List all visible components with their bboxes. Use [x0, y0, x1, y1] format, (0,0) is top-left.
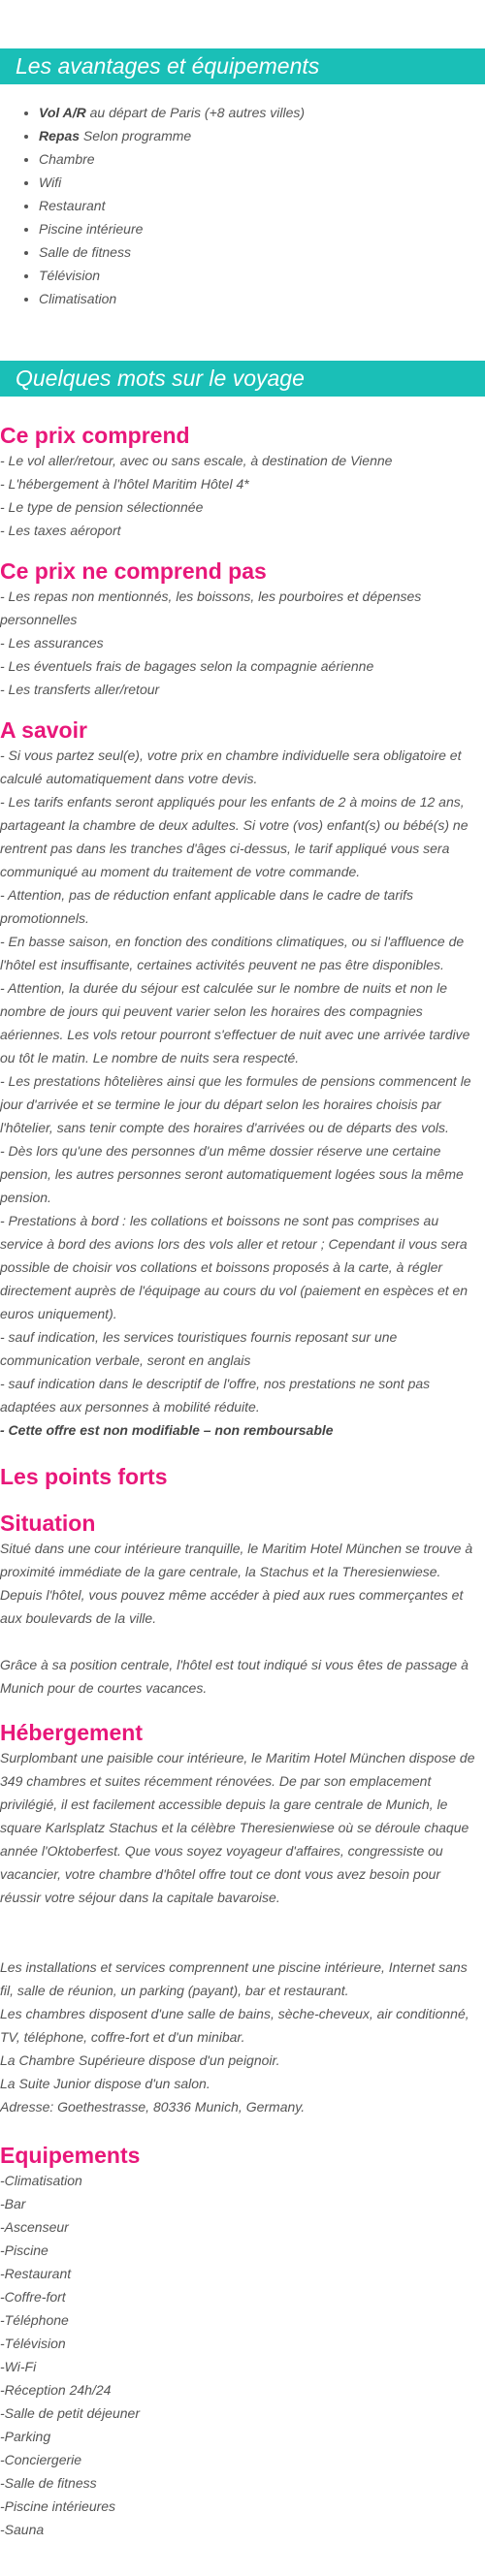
hebergement-para-1: Surplombant une paisible cour intérieure, le Maritim Hotel München dispose de 349 chambres et suites récemment rénovées. De par son emplacement privilégié, il est facilement accessible depuis la gare centrale de Munich, le square Karlsplatz Stachus et la célèbre Theresienwiese où se déroule chaque année l'Oktoberfest. Que vous soyez voyageur d'affaires, congressiste ou vacancier, votre chambre d'hôtel offre tout ce dont vous avez besoin pour réussir votre séjour dans la capitale bavaroise.: [0, 1750, 475, 1905]
amenity-item-text: Climatisation: [39, 291, 117, 306]
situation-title: Situation: [0, 1511, 96, 1536]
equipement-item: -Climatisation: [0, 2173, 82, 2188]
hebergement-line: Les chambres disposent d'une salle de bains, sèche-cheveux, air conditionné, TV, téléphone, coffre-fort et d'un minibar.: [0, 2006, 469, 2045]
situation-para-1: Situé dans une cour intérieure tranquille, le Maritim Hotel München se trouve à proximité immédiate de la gare centrale, la Stachus et la Theresienwiese. Depuis l'hôtel, vous pouvez même accéder à pied aux rues commerçantes et aux boulevards de la ville.: [0, 1541, 473, 1626]
comprend-line: - Les taxes aéroport: [0, 523, 121, 538]
amenities-list: [0, 101, 485, 310]
amenity-item-text: Selon programme: [80, 128, 192, 143]
amenity-item-text: Télévision: [39, 268, 101, 283]
equipement-item: -Restaurant: [0, 2266, 72, 2281]
a-savoir-line: - Si vous partez seul(e), votre prix en chambre individuelle sera obligatoire et calculé automatiquement dans votre devis.: [0, 747, 462, 786]
equipement-item: -Coffre-fort: [0, 2289, 66, 2305]
amenity-item-text: Salle de fitness: [39, 244, 131, 260]
equipements-title: Equipements: [0, 2143, 141, 2168]
comprend-block: [0, 422, 479, 542]
a-savoir-block: [0, 716, 479, 1442]
equipement-item: -Sauna: [0, 2522, 45, 2537]
a-savoir-lines: [0, 744, 479, 1418]
amenity-item: [39, 264, 485, 287]
equipement-item: -Salle de fitness: [0, 2475, 97, 2491]
a-savoir-line: - Dès lors qu'une des personnes d'un même dossier réserve une certaine pension, les autres personnes seront automatiquement logées sous la même pension.: [0, 1143, 464, 1205]
voyage-content: [0, 422, 485, 2541]
ne-comprend-line: - Les transferts aller/retour: [0, 682, 160, 697]
amenity-item-bold: Repas: [39, 128, 81, 143]
equipement-item: -Piscine intérieures: [0, 2498, 116, 2514]
equipement-item: -Piscine: [0, 2242, 48, 2258]
comprend-line: - Le type de pension sélectionnée: [0, 499, 204, 515]
section-title-avantages: Les avantages et équipements: [0, 48, 485, 84]
amenity-item: [39, 217, 485, 240]
comprend-title: Ce prix comprend: [0, 423, 190, 448]
a-savoir-line: - En basse saison, en fonction des conditions climatiques, ou si l'affluence de l'hôtel est insuffisante, certaines activités peuvent ne pas être disponibles.: [0, 934, 465, 972]
amenity-item: [39, 147, 485, 171]
amenity-item-text: Piscine intérieure: [39, 221, 144, 237]
a-savoir-line: - sauf indication, les services touristiques fournis reposant sur une communication verbale, seront en anglais: [0, 1329, 398, 1368]
amenity-item: [39, 287, 485, 310]
hebergement-line: La Chambre Supérieure dispose d'un peignoir.: [0, 2052, 280, 2068]
ne-comprend-title: Ce prix ne comprend pas: [0, 558, 267, 584]
situation-block: [0, 1510, 479, 1700]
equipement-item: -Télévision: [0, 2336, 66, 2351]
ne-comprend-lines: [0, 585, 479, 701]
equipement-item: -Ascenseur: [0, 2219, 69, 2235]
hebergement-block: [0, 1719, 479, 2118]
amenity-item-text: Chambre: [39, 151, 95, 167]
equipement-item: -Parking: [0, 2429, 51, 2444]
page: [0, 48, 485, 2541]
amenity-item-text: Restaurant: [39, 198, 106, 213]
amenity-item: [39, 194, 485, 217]
a-savoir-bold-line: - Cette offre est non modifiable – non remboursable: [0, 1422, 334, 1438]
equipements-list: [0, 2169, 479, 2541]
ne-comprend-line: - Les repas non mentionnés, les boissons, les pourboires et dépenses personnelles: [0, 588, 422, 627]
a-savoir-line: - Prestations à bord : les collations et boissons ne sont pas comprises au service à bord des avions lors des vols aller et retour ; Cependant il vous sera possible de choisir vos collations et boissons proposés à la carte, à régler directement auprès de l'équipage au cours du vol (paiement en espèces et en euros uniquement).: [0, 1213, 469, 1321]
hebergement-title: Hébergement: [0, 1720, 143, 1745]
equipement-item: -Réception 24h/24: [0, 2382, 112, 2398]
hebergement-line: Adresse: Goethestrasse, 80336 Munich, Germany.: [0, 2099, 306, 2115]
comprend-line: - Le vol aller/retour, avec ou sans escale, à destination de Vienne: [0, 453, 393, 468]
equipement-item: -Salle de petit déjeuner: [0, 2405, 140, 2421]
equipements-block: [0, 2142, 479, 2541]
ne-comprend-block: [0, 557, 479, 701]
section-title-voyage: Quelques mots sur le voyage: [0, 361, 485, 397]
a-savoir-line: - Attention, la durée du séjour est calculée sur le nombre de nuits et non le nombre de jours qui peuvent varier selon les horaires des compagnies aériennes. Les vols retour pourront s'effectuer de nuit avec une arrivée tardive ou tôt le matin. Le nombre de nuits sera respecté.: [0, 980, 470, 1065]
hebergement-lines: [0, 1956, 479, 2118]
amenity-item: [39, 171, 485, 194]
amenity-item: [39, 124, 485, 147]
a-savoir-title: A savoir: [0, 717, 87, 743]
amenity-item-bold: Vol A/R: [39, 105, 86, 120]
equipement-item: -Bar: [0, 2196, 26, 2211]
points-forts-title: Les points forts: [0, 1464, 168, 1489]
amenity-item-text: Wifi: [39, 175, 62, 190]
situation-para-2: Grâce à sa position centrale, l'hôtel est tout indiqué si vous êtes de passage à Munich pour de courtes vacances.: [0, 1657, 469, 1696]
comprend-line: - L'hébergement à l'hôtel Maritim Hôtel 4*: [0, 476, 249, 492]
ne-comprend-line: - Les assurances: [0, 635, 104, 651]
a-savoir-line: - sauf indication dans le descriptif de l'offre, nos prestations ne sont pas adaptées aux personnes à mobilité réduite.: [0, 1376, 431, 1415]
equipement-item: -Wi-Fi: [0, 2359, 37, 2374]
equipement-item: -Conciergerie: [0, 2452, 82, 2467]
equipement-item: -Téléphone: [0, 2312, 69, 2328]
ne-comprend-line: - Les éventuels frais de bagages selon la compagnie aérienne: [0, 658, 374, 674]
amenity-item: [39, 101, 485, 124]
a-savoir-line: - Les prestations hôtelières ainsi que les formules de pensions commencent le jour d'arrivée et se termine le jour du départ selon les horaires choisis par l'hôtelier, sans tenir compte des horaires d'arrivées ou de départs des vols.: [0, 1073, 471, 1135]
a-savoir-line: - Attention, pas de réduction enfant applicable dans le cadre de tarifs promotionnels.: [0, 887, 413, 926]
amenity-item-text: au départ de Paris (+8 autres villes): [85, 105, 306, 120]
hebergement-line: La Suite Junior dispose d'un salon.: [0, 2076, 210, 2091]
hebergement-line: Les installations et services comprennent une piscine intérieure, Internet sans fil, salle de réunion, un parking (payant), bar et restaurant.: [0, 1959, 468, 1998]
amenity-item: [39, 240, 485, 264]
a-savoir-line: - Les tarifs enfants seront appliqués pour les enfants de 2 à moins de 12 ans, partageant la chambre de deux adultes. Si votre (vos) enfant(s) ou bébé(s) ne rentrent pas dans les tranches d'âges ci-dessus, le tarif appliqué vous sera communiqué au moment du traitement de votre commande.: [0, 794, 469, 879]
comprend-lines: [0, 449, 479, 542]
points-forts-block: [0, 1463, 479, 1490]
